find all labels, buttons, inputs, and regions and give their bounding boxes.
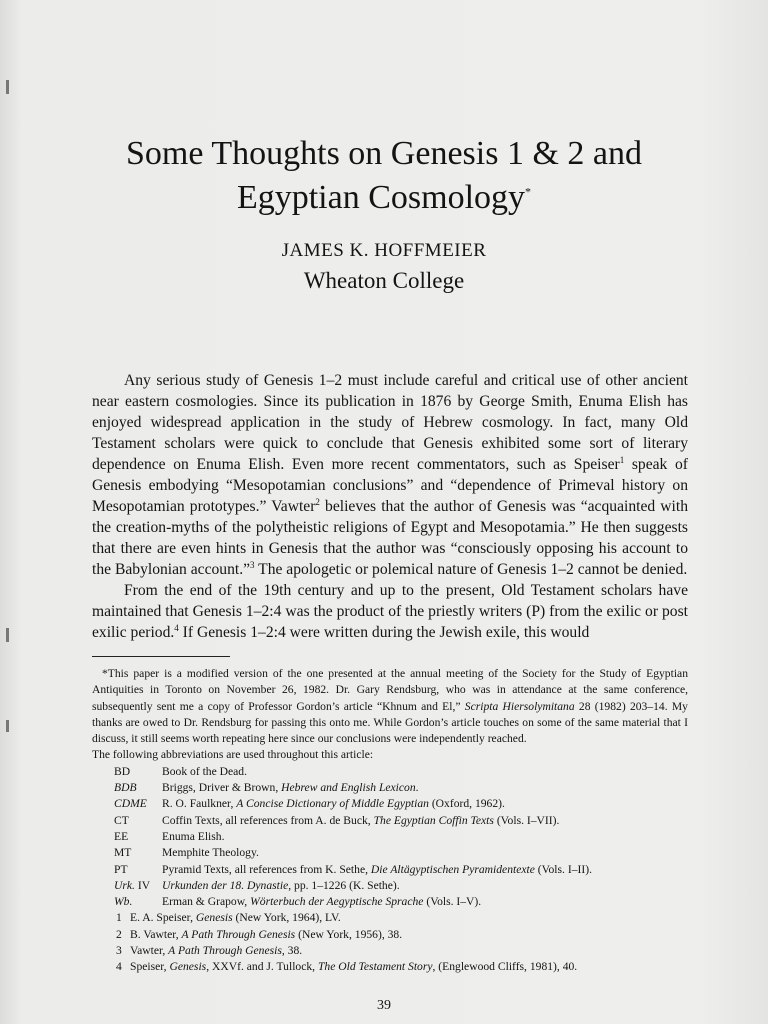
footnotes [92,666,688,976]
title-line-1: Some Thoughts on Genesis 1 & 2 and [126,135,642,172]
footnote-2: 2 B. Vawter, A Path Through Genesis (New York, 1956), 38. [116,927,403,941]
scan-edge-mark [6,80,9,94]
title-footnote-marker: * [525,184,532,199]
footnote-4: 4 Speiser, Genesis, XXVf. and J. Tullock, The Old Testament Story, (Englewood Cliffs, 1981), 40. [116,960,578,974]
footnote-1: 1 E. A. Speiser, Genesis (New York, 1964), LV. [116,911,341,925]
footnote-3: 3 Vawter, A Path Through Genesis, 38. [116,944,303,958]
abbreviations-heading: The following abbreviations are used throughout this article: [92,748,374,762]
abbreviation-row: BDB Briggs, Driver & Brown, Hebrew and English Lexicon. [114,781,419,795]
abbreviation-row: PT Pyramid Texts, all references from K. Sethe, Die Altägyptischen Pyramidentexte (Vols. I–II). [114,862,592,876]
title-line-2: Egyptian Cosmology [236,179,526,216]
author-affiliation: Wheaton College [303,268,465,293]
article-body [92,370,688,643]
scan-edge-mark [6,628,9,642]
scan-edge-mark [6,720,9,732]
abbreviation-row: MT Memphite Theology. [114,846,259,860]
abbreviation-row: BD Book of the Dead. [114,764,248,778]
footnote-separator [92,656,230,657]
abbreviation-row: EE Enuma Elish. [114,829,225,843]
paragraph-2: From the end of the 19th century and up to the present, Old Testament scholars have maintained that Genesis 1–2:4 was the product of the priestly writers (P) from the exilic or post exilic period.$^4$ If Genesis 1–2:4 were written during the Jewish exile, this would [92,582,688,641]
abbreviation-row: Urk. IV Urkunden der 18. Dynastie, pp. 1–1226 (K. Sethe). [114,878,400,892]
abbreviation-row: CT Coffin Texts, all references from A. de Buck, The Egyptian Coffin Texts (Vols. I–VII). [114,813,560,827]
page-number: 39 [377,998,391,1013]
abbreviation-row: CDME R. O. Faulkner, A Concise Dictionary of Middle Egyptian (Oxford, 1962). [114,797,505,811]
abbreviation-row: Wb. Erman & Grapow, Wörterbuch der Aegyptische Sprache (Vols. I–V). [114,895,482,909]
article-title [60,132,708,220]
paragraph-1: Any serious study of Genesis 1–2 must include careful and critical use of other ancient near eastern cosmologies. Since its publication in 1876 by George Smith, Enuma Elish has enjoyed widespread application in the study of Hebrew cosmology. In fact, many Old Testament scholars were quick to conclude that Genesis exhibited some sort of literary dependence on Enuma Elish. Even more recent commentators, such as Speiser$^1$ speak of Genesis embodying “Mesopotamian conclusions” and “dependence of Primeval history on Mesopotamian prototypes.” Vawter$^2$ believes that the author of Genesis was “acquainted with the creation-myths of the polytheistic religions of Egypt and Mesopotamia.” He then suggests that there are even hints in Genesis that the author was “consciously opposing his account to the Babylonian account.”$^3$ The apologetic or polemical nature of Genesis 1–2 cannot be denied. [92,372,688,578]
author-note: *This paper is a modified version of the one presented at the annual meeting of the Society for the Study of Egyptian Antiquities in Toronto on November 26, 1982. Dr. Gary Rendsburg, who was in attendance at the same conference, subsequently sent me a copy of Professor Gordon’s article “Khnum and El,” Scripta Hiersolymitana 28 (1982) 203–14. My thanks are owed to Dr. Rendsburg for passing this onto me. While Gordon’s article touches on some of the same material that I discuss, it still seems worth repeating here since our conclusions were independently reached. [92,667,688,746]
author-name: JAMES K. HOFFMEIER [281,240,487,261]
